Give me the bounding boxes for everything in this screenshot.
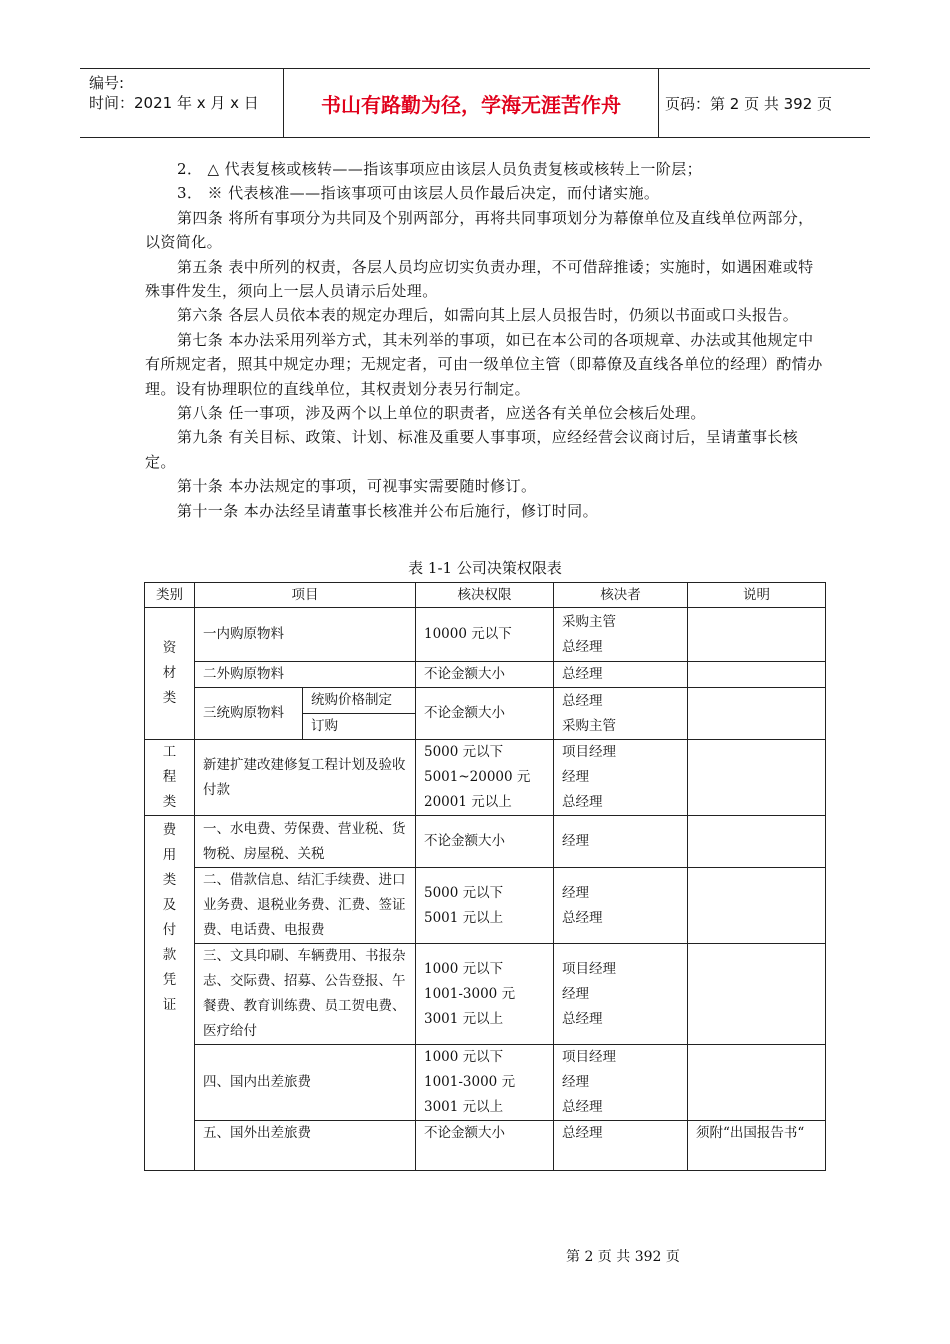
- item-cell: 三统购原物料: [195, 688, 303, 740]
- sub-item-cell: 统购价格制定: [303, 688, 416, 714]
- page-header: [80, 68, 870, 138]
- item-cell: 二、借款信息、结汇手续费、进口业务费、退税业务费、汇费、签证费、电话费、电报费: [195, 868, 416, 944]
- category-materials: 资 材 类: [145, 608, 195, 740]
- table-title: 表 1-1 公司决策权限表: [408, 559, 562, 577]
- document-number-label: 编号:: [89, 74, 125, 92]
- category-expenses: 费 用 类 及 付 款 凭 证: [145, 816, 195, 1171]
- category-engineering: 工 程 类: [145, 740, 195, 816]
- note-cell: [688, 688, 826, 740]
- table-row: [145, 1045, 826, 1121]
- document-date: 时间：2021 年 x 月 x 日: [89, 94, 259, 112]
- header-limit: 核决权限: [416, 583, 554, 608]
- approver-cell: 总经理: [554, 1121, 688, 1171]
- header-approver: 核决者: [554, 583, 688, 608]
- item-cell: 一、水电费、劳保费、营业税、货物税、房屋税、关税: [195, 816, 416, 868]
- table-row: [145, 688, 826, 714]
- limit-cell: 不论金额大小: [416, 688, 554, 740]
- approver-cell: 项目经理 经理 总经理: [554, 740, 688, 816]
- table-row: [145, 816, 826, 868]
- article-11: 第十一条 本办法经呈请董事长核准并公布后施行，修订时同。: [177, 501, 598, 520]
- paragraph-item-3: 3． ※ 代表核准——指该事项可由该层人员作最后决定，而付诸实施。: [177, 184, 660, 203]
- item-cell: 一内购原物料: [195, 608, 416, 662]
- footer-page-number: 第 2 页 共 392 页: [566, 1249, 680, 1265]
- limit-cell: 1000 元以下 1001-3000 元 3001 元以上: [416, 1045, 554, 1121]
- limit-cell: 10000 元以下: [416, 608, 554, 662]
- header-note: 说明: [688, 583, 826, 608]
- note-cell: [688, 662, 826, 688]
- header-page-number: 页码：第 2 页 共 392 页: [665, 94, 833, 113]
- document-body: [145, 157, 825, 523]
- table-row: [145, 1121, 826, 1171]
- note-cell: 须附“出国报告书“: [688, 1121, 826, 1171]
- article-6: 第六条 各层人员依本表的规定办理后，如需向其上层人员报告时，仍须以书面或口头报告。: [177, 306, 799, 325]
- limit-cell: 不论金额大小: [416, 662, 554, 688]
- limit-cell: 1000 元以下 1001-3000 元 3001 元以上: [416, 944, 554, 1045]
- note-cell: [688, 608, 826, 662]
- table-row: [145, 868, 826, 944]
- sub-item-cell: 订购: [303, 714, 416, 740]
- article-10: 第十条 本办法规定的事项，可视事实需要随时修订。: [177, 477, 537, 496]
- article-4: 第四条 将所有事项分为共同及个别两部分，再将共同事项划分为幕僚单位及直线单位两部分，以资简化。: [145, 208, 814, 252]
- header-meta: [89, 73, 279, 113]
- header-motto: 书山有路勤为径，学海无涯苦作舟: [283, 69, 659, 137]
- header-item: 项目: [195, 583, 416, 608]
- article-7: 第七条 本办法采用列举方式，其未列举的事项，如已在本公司的各项规章、办法或其他规定中有所规定者，照其中规定办理；无规定者，可由一级单位主管（即幕僚及直线各单位的经理）酌情办理。设有协理职位的直线单位，其权责划分表另行制定。: [145, 330, 823, 398]
- approver-cell: 项目经理 经理 总经理: [554, 944, 688, 1045]
- limit-cell: 不论金额大小: [416, 816, 554, 868]
- table-row: [145, 740, 826, 816]
- note-cell: [688, 740, 826, 816]
- approver-cell: 总经理: [554, 662, 688, 688]
- note-cell: [688, 944, 826, 1045]
- limit-cell: 5000 元以下 5001 元以上: [416, 868, 554, 944]
- article-5: 第五条 表中所列的权责，各层人员均应切实负责办理，不可借辞推诿；实施时，如遇困难或特殊事件发生，须向上一层人员请示后处理。: [145, 257, 814, 301]
- item-cell: 四、国内出差旅费: [195, 1045, 416, 1121]
- table-row: [145, 608, 826, 662]
- paragraph-item-2: 2． △ 代表复核或核转——指该事项应由该层人员负责复核或核转上一阶层；: [177, 160, 703, 178]
- header-category: 类别: [145, 583, 195, 608]
- item-cell: 三、文具印刷、车辆费用、书报杂志、交际费、招募、公告登报、午餐费、教育训练费、员工贺电费、医疗给付: [195, 944, 416, 1045]
- note-cell: [688, 1045, 826, 1121]
- approver-cell: 总经理 采购主管: [554, 688, 688, 740]
- approver-cell: 经理: [554, 816, 688, 868]
- item-cell: 新建扩建改建修复工程计划及验收付款: [195, 740, 416, 816]
- item-cell: 五、国外出差旅费: [195, 1121, 416, 1171]
- decision-authority-table: [144, 582, 826, 1171]
- table-header-row: [145, 583, 826, 608]
- item-cell: 二外购原物料: [195, 662, 416, 688]
- article-8: 第八条 任一事项，涉及两个以上单位的职责者，应送各有关单位会核后处理。: [177, 404, 706, 423]
- table-row: [145, 944, 826, 1045]
- note-cell: [688, 816, 826, 868]
- approver-cell: 采购主管 总经理: [554, 608, 688, 662]
- note-cell: [688, 868, 826, 944]
- article-9: 第九条 有关目标、政策、计划、标准及重要人事事项，应经经营会议商讨后，呈请董事长核定。: [145, 428, 799, 471]
- limit-cell: 5000 元以下 5001~20000 元 20001 元以上: [416, 740, 554, 816]
- approver-cell: 经理 总经理: [554, 868, 688, 944]
- limit-cell: 不论金额大小: [416, 1121, 554, 1171]
- table-row: [145, 662, 826, 688]
- approver-cell: 项目经理 经理 总经理: [554, 1045, 688, 1121]
